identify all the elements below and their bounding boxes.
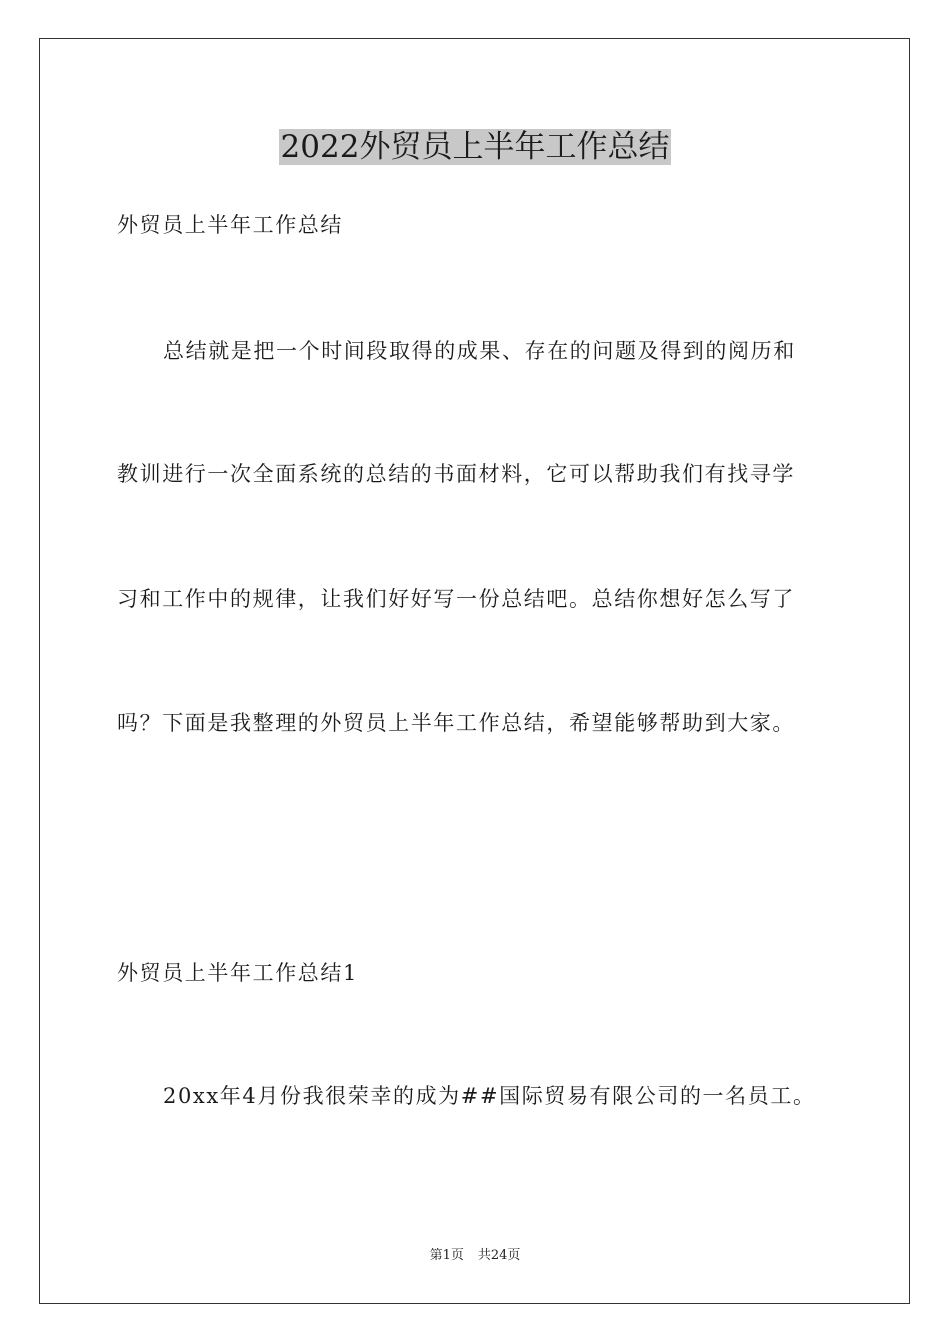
- document-title: [0, 127, 950, 167]
- section-paragraph-line-1: 20xx年4月份我很荣幸的成为##国际贸易有限公司的一名员工。: [163, 1084, 816, 1108]
- document-subtitle: 外贸员上半年工作总结: [117, 213, 343, 237]
- intro-line-1: 总结就是把一个时间段取得的成果、存在的问题及得到的阅历和: [163, 339, 796, 363]
- document-title-text: 2022外贸员上半年工作总结: [280, 129, 670, 165]
- intro-line-3: 习和工作中的规律，让我们好好写一份总结吧。总结你想好怎么写了: [117, 587, 795, 611]
- intro-line-4: 吗？下面是我整理的外贸员上半年工作总结，希望能够帮助到大家。: [117, 711, 795, 735]
- section-heading: 外贸员上半年工作总结1: [117, 961, 358, 985]
- page-footer: [0, 1247, 950, 1265]
- page-number: 第1页: [429, 1248, 464, 1263]
- page-total: 共24页: [477, 1248, 521, 1263]
- intro-line-2: 教训进行一次全面系统的总结的书面材料，它可以帮助我们有找寻学: [117, 462, 795, 486]
